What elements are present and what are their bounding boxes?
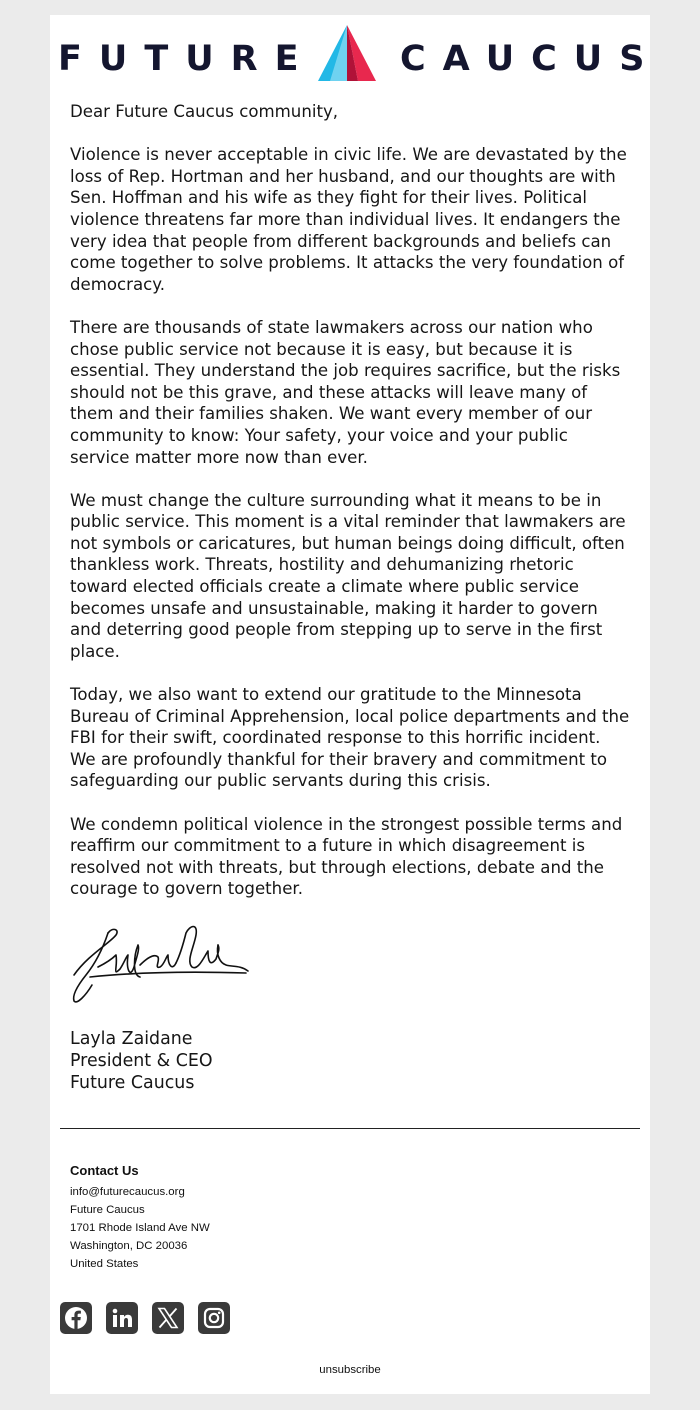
letter-body (70, 101, 630, 922)
paragraph-4: Today, we also want to extend our gratitude to the Minnesota Bureau of Criminal Apprehension, local police departments and the FBI for their swift, coordinated response to this horrific incident. We are profoundly thankful for their bravery and commitment to safeguarding our public servants during this crisis. (70, 685, 630, 791)
facebook-icon[interactable] (60, 1302, 92, 1334)
greeting: Dear Future Caucus community, (70, 102, 339, 121)
contact-heading: Contact Us (70, 1163, 139, 1178)
unsubscribe-link[interactable]: unsubscribe (319, 1364, 381, 1376)
signer-name: Layla Zaidane (70, 1029, 193, 1049)
paragraph-2: There are thousands of state lawmakers across our nation who chose public service not because it is easy, but because it is essential. They understand the job requires sacrifice, but the risks should not be this grave, and these attacks will leave many of them and their families shaken. We want every member of our community to know: Your safety, your voice and your public service matter more now than ever. (70, 317, 621, 467)
linkedin-icon[interactable] (106, 1302, 138, 1334)
paragraph-3: We must change the culture surrounding what it means to be in public service. This moment is a vital reminder that lawmakers are not symbols or caricatures, but human beings doing difficult, often thankless work. Threats, hostility and dehumanizing rhetoric toward elected officials create a climate where public service becomes unsafe and unsustainable, making it harder to govern and deterring good people from stepping up to serve in the first place. (70, 490, 626, 661)
email-card (50, 15, 662, 1394)
contact-org: Future Caucus (70, 1204, 145, 1216)
contact-block (70, 1163, 210, 1273)
logo-word-future: FUTURE (58, 39, 316, 79)
future-caucus-logo (50, 23, 662, 95)
contact-country: United States (70, 1258, 139, 1270)
contact-email-link[interactable]: info@futurecaucus.org (70, 1186, 185, 1198)
footer-divider (60, 1128, 640, 1129)
handwritten-signature (68, 915, 253, 1005)
logo-mark-icon (314, 23, 378, 83)
contact-street: 1701 Rhode Island Ave NW (70, 1222, 210, 1234)
signer-title: President & CEO (70, 1051, 213, 1071)
x-icon[interactable] (152, 1302, 184, 1334)
contact-city: Washington, DC 20036 (70, 1240, 188, 1252)
signer-org: Future Caucus (70, 1073, 195, 1093)
paragraph-1: Violence is never acceptable in civic life. We are devastated by the loss of Rep. Hortman and her husband, and our thoughts are with Sen. Hoffman and his wife as they fight for their lives. Political violence threatens far more than individual lives. It endangers the very idea that people from different backgrounds and beliefs can come together to solve problems. It attacks the very foundation of democracy. (70, 145, 627, 294)
paragraph-5: We condemn political violence in the strongest possible terms and reaffirm our commitment to a future in which disagreement is resolved not with threats, but through elections, debate and the courage to govern together. (70, 814, 623, 899)
instagram-icon[interactable] (198, 1302, 230, 1334)
logo-word-caucus: CAUCUS (400, 39, 662, 79)
signer-block (70, 1028, 213, 1094)
